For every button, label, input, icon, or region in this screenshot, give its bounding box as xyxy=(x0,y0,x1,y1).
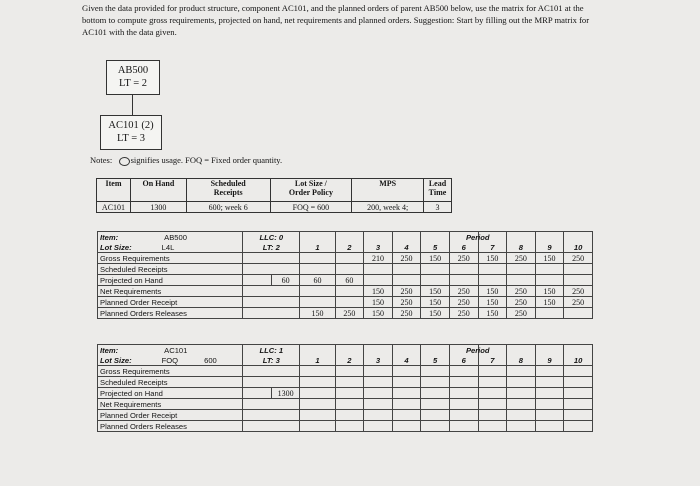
ab500-planned-order-receipt-p7: 150 xyxy=(478,297,507,308)
ab500-planned-order-receipt-p2 xyxy=(335,297,364,308)
ac101-scheduled-receipts-pre xyxy=(243,377,300,388)
ac101-planned-order-receipt-pre xyxy=(243,410,300,421)
ac101-period-10: 10 xyxy=(564,355,593,366)
ab500-gross-requirements-p5: 150 xyxy=(421,253,450,264)
ab500-period-4: 4 xyxy=(392,242,421,253)
ab500-period-header-5 xyxy=(421,232,450,243)
child-item-lt: LT = 3 xyxy=(116,133,146,144)
ac101-period-header-4 xyxy=(392,345,421,356)
ac101-scheduled-receipts-p3[interactable] xyxy=(364,377,393,388)
ab500-lt-cell xyxy=(243,242,300,253)
ac101-period-7: 7 xyxy=(478,355,507,366)
ab500-period-header-1 xyxy=(300,232,335,243)
ac101-gross-requirements-p1[interactable] xyxy=(300,366,335,377)
ab500-period-header-6 xyxy=(449,232,490,243)
ab500-planned-order-releases-p1: 150 xyxy=(300,308,335,319)
lot-label: Lot Size: xyxy=(100,242,132,252)
lt-label: LT: xyxy=(262,242,274,252)
ac101-gross-requirements-p8[interactable] xyxy=(507,366,536,377)
ac101-scheduled-receipts-p5[interactable] xyxy=(421,377,450,388)
ac101-projected-on-hand-p9[interactable] xyxy=(535,388,564,399)
llc-value: 1 xyxy=(278,345,284,355)
ab500-llc-cell xyxy=(243,232,300,243)
ab500-scheduled-receipts-p1 xyxy=(300,264,335,275)
ab500-gross-requirements-p8: 250 xyxy=(507,253,536,264)
ab500-projected-on-hand-p4 xyxy=(392,275,421,286)
notes-text: signifies usage. FOQ = Fixed order quantity. xyxy=(130,155,283,165)
ac101-period-1: 1 xyxy=(300,355,335,366)
ac101-planned-order-releases-p3[interactable] xyxy=(364,421,393,432)
info-lot: FOQ = 600 xyxy=(270,202,352,213)
ab500-scheduled-receipts-p9 xyxy=(535,264,564,275)
ac101-gross-requirements-p3[interactable] xyxy=(364,366,393,377)
parent-item-box xyxy=(106,60,160,95)
item-value: AB500 xyxy=(164,232,187,242)
info-mps: 200, week 4; xyxy=(352,202,424,213)
ac101-row-planned-order-releases xyxy=(98,421,593,432)
ac101-scheduled-receipts-p2[interactable] xyxy=(335,377,364,388)
info-header-row xyxy=(97,179,452,202)
ab500-net-requirements-p8: 250 xyxy=(507,286,536,297)
ac101-poh-blank xyxy=(243,388,272,399)
ab500-projected-on-hand-p3 xyxy=(364,275,393,286)
ab500-period-header-9 xyxy=(535,232,564,243)
ac101-period-8: 8 xyxy=(507,355,536,366)
ab500-gross-requirements-p7: 150 xyxy=(478,253,507,264)
ac101-scheduled-receipts-p4[interactable] xyxy=(392,377,421,388)
ac101-lot-cell xyxy=(98,355,243,366)
ac101-gross-requirements-p10[interactable] xyxy=(564,366,593,377)
info-header-lead xyxy=(424,179,452,202)
llc-label: LLC: xyxy=(259,345,277,355)
ac101-planned-order-receipt-p4[interactable] xyxy=(392,410,421,421)
ac101-poh-initial: 1300 xyxy=(271,388,300,399)
ac101-period-4: 4 xyxy=(392,355,421,366)
ab500-projected-on-hand-p1: 60 xyxy=(300,275,335,286)
ab500-scheduled-receipts-p6 xyxy=(449,264,478,275)
ac101-gross-requirements-p9[interactable] xyxy=(535,366,564,377)
ab500-row-net-requirements xyxy=(98,286,593,297)
ab500-scheduled-receipts-p4 xyxy=(392,264,421,275)
ab500-planned-order-receipt-p4: 250 xyxy=(392,297,421,308)
ab500-planned-order-receipt-p9: 150 xyxy=(535,297,564,308)
ac101-period-header-6 xyxy=(449,345,490,356)
ab500-period-header-2 xyxy=(335,232,364,243)
ac101-period-header-2 xyxy=(335,345,364,356)
info-item: AC101 xyxy=(97,202,131,213)
lt-value: 2 xyxy=(275,242,280,252)
ac101-period-2: 2 xyxy=(335,355,364,366)
ac101-projected-on-hand-p1[interactable] xyxy=(300,388,335,399)
ab500-gross-requirements-p10: 250 xyxy=(564,253,593,264)
info-data-row xyxy=(97,202,452,213)
ac101-lt-cell xyxy=(243,355,300,366)
ab500-scheduled-receipts-p5 xyxy=(421,264,450,275)
ab500-period-10: 10 xyxy=(564,242,593,253)
ac101-planned-order-releases-p5[interactable] xyxy=(421,421,450,432)
ab500-gross-requirements-p1 xyxy=(300,253,335,264)
ac101-net-requirements-p8[interactable] xyxy=(507,399,536,410)
ac101-scheduled-receipts-p10[interactable] xyxy=(564,377,593,388)
ac101-item-cell xyxy=(98,345,243,356)
ac101-gross-requirements-p7[interactable] xyxy=(478,366,507,377)
ac101-planned-order-releases-p6[interactable] xyxy=(449,421,478,432)
ac101-scheduled-receipts-p9[interactable] xyxy=(535,377,564,388)
ac101-gross-requirements-pre xyxy=(243,366,300,377)
ab500-header-row-2 xyxy=(98,242,593,253)
ac101-planned-order-releases-p10[interactable] xyxy=(564,421,593,432)
ac101-period-9: 9 xyxy=(535,355,564,366)
ab500-scheduled-receipts-p8 xyxy=(507,264,536,275)
ab500-planned-order-releases-p2: 250 xyxy=(335,308,364,319)
ab500-net-requirements-p9: 150 xyxy=(535,286,564,297)
ab500-net-requirements-p10: 250 xyxy=(564,286,593,297)
ab500-projected-on-hand-p6 xyxy=(449,275,478,286)
ac101-planned-order-receipt-p6[interactable] xyxy=(449,410,478,421)
ac101-scheduled-receipts-p7[interactable] xyxy=(478,377,507,388)
ac101-planned-order-releases-p1[interactable] xyxy=(300,421,335,432)
ab500-poh-initial: 60 xyxy=(271,275,300,286)
ab500-net-requirements-p5: 150 xyxy=(421,286,450,297)
ac101-period-header-10 xyxy=(564,345,593,356)
ac101-period-header-3 xyxy=(364,345,393,356)
ac101-scheduled-receipts-p1[interactable] xyxy=(300,377,335,388)
ac101-planned-order-releases-p8[interactable] xyxy=(507,421,536,432)
ab500-row-planned-order-receipt xyxy=(98,297,593,308)
ab500-net-requirements-p4: 250 xyxy=(392,286,421,297)
ac101-label-planned-order-receipt: Planned Order Receipt xyxy=(98,410,243,421)
ab500-projected-on-hand-p8 xyxy=(507,275,536,286)
ab500-scheduled-receipts-p7 xyxy=(478,264,507,275)
ab500-planned-order-receipt-p3: 150 xyxy=(364,297,393,308)
ab500-period-6: 6 xyxy=(449,242,478,253)
ac101-gross-requirements-p2[interactable] xyxy=(335,366,364,377)
ac101-label-scheduled-receipts: Scheduled Receipts xyxy=(98,377,243,388)
info-on-hand: 1300 xyxy=(130,202,186,213)
ac101-label-gross-requirements: Gross Requirements xyxy=(98,366,243,377)
ac101-planned-order-releases-p2[interactable] xyxy=(335,421,364,432)
ab500-projected-on-hand-p2: 60 xyxy=(335,275,364,286)
ac101-period-header-5 xyxy=(421,345,450,356)
structure-connector xyxy=(132,94,133,115)
ab500-label-scheduled-receipts: Scheduled Receipts xyxy=(98,264,243,275)
usage-circle-icon xyxy=(119,157,130,166)
ac101-planned-order-receipt-p7[interactable] xyxy=(478,410,507,421)
ac101-net-requirements-p1[interactable] xyxy=(300,399,335,410)
ab500-planned-order-receipt-pre xyxy=(243,297,300,308)
item-info-table xyxy=(96,178,452,213)
ac101-net-requirements-pre xyxy=(243,399,300,410)
ac101-row-net-requirements xyxy=(98,399,593,410)
parent-item-lt: LT = 2 xyxy=(118,78,148,89)
ac101-llc-cell xyxy=(243,345,300,356)
ab500-header-row-1 xyxy=(98,232,593,243)
item-label: Item: xyxy=(100,232,119,242)
ab500-poh-blank xyxy=(243,275,272,286)
instructions-text: Given the data provided for product structure, component AC101, and the planned orders of parent AB500 below, use the matrix for AC101 at the bottom to compute gross requirements, projected on hand, net requirements and planned orders. Suggestion: Start by filling out the MRP matrix for AC101 with the data given. xyxy=(82,3,590,37)
info-scheduled: 600; week 6 xyxy=(186,202,270,213)
ab500-planned-order-releases-pre xyxy=(243,308,300,319)
ab500-projected-on-hand-p10 xyxy=(564,275,593,286)
ac101-gross-requirements-p5[interactable] xyxy=(421,366,450,377)
ac101-period-label: Period xyxy=(465,345,490,355)
ac101-planned-order-releases-p7[interactable] xyxy=(478,421,507,432)
info-header-lead-2: Time xyxy=(428,188,447,197)
info-header-scheduled-2: Receipts xyxy=(213,188,243,197)
ab500-net-requirements-pre xyxy=(243,286,300,297)
ab500-mrp-table xyxy=(97,231,593,319)
ac101-projected-on-hand-p6[interactable] xyxy=(449,388,478,399)
info-header-on-hand: On Hand xyxy=(130,179,186,202)
ac101-planned-order-receipt-p5[interactable] xyxy=(421,410,450,421)
ab500-planned-order-releases-p10 xyxy=(564,308,593,319)
ab500-scheduled-receipts-p2 xyxy=(335,264,364,275)
ac101-projected-on-hand-p7[interactable] xyxy=(478,388,507,399)
ab500-row-gross-requirements xyxy=(98,253,593,264)
ac101-planned-order-receipt-p2[interactable] xyxy=(335,410,364,421)
ac101-mrp-table xyxy=(97,344,593,432)
ac101-scheduled-receipts-p6[interactable] xyxy=(449,377,478,388)
ac101-period-5: 5 xyxy=(421,355,450,366)
ac101-period-6: 6 xyxy=(449,355,478,366)
ab500-gross-requirements-p2 xyxy=(335,253,364,264)
ab500-net-requirements-p2 xyxy=(335,286,364,297)
ac101-row-gross-requirements xyxy=(98,366,593,377)
ac101-planned-order-receipt-p9[interactable] xyxy=(535,410,564,421)
info-header-scheduled-1: Scheduled xyxy=(210,179,246,188)
ab500-planned-order-receipt-p8: 250 xyxy=(507,297,536,308)
ab500-planned-order-receipt-p1 xyxy=(300,297,335,308)
ab500-projected-on-hand-p5 xyxy=(421,275,450,286)
ab500-planned-order-receipt-p10: 250 xyxy=(564,297,593,308)
ab500-planned-order-receipt-p5: 150 xyxy=(421,297,450,308)
ac101-planned-order-receipt-p3[interactable] xyxy=(364,410,393,421)
info-lead: 3 xyxy=(424,202,452,213)
ab500-planned-order-releases-p3: 150 xyxy=(364,308,393,319)
ab500-period-9: 9 xyxy=(535,242,564,253)
notes xyxy=(90,155,282,166)
ac101-label-planned-order-releases: Planned Orders Releases xyxy=(98,421,243,432)
lot-value: FOQ xyxy=(161,355,179,365)
ac101-gross-requirements-p4[interactable] xyxy=(392,366,421,377)
ab500-scheduled-receipts-p10 xyxy=(564,264,593,275)
ac101-projected-on-hand-p10[interactable] xyxy=(564,388,593,399)
ab500-scheduled-receipts-pre xyxy=(243,264,300,275)
ab500-projected-on-hand-p7 xyxy=(478,275,507,286)
lot-qty: 600 xyxy=(204,355,217,365)
ab500-projected-on-hand-p9 xyxy=(535,275,564,286)
ab500-period-header-4 xyxy=(392,232,421,243)
ac101-planned-order-receipt-p8[interactable] xyxy=(507,410,536,421)
ac101-planned-order-receipt-p1[interactable] xyxy=(300,410,335,421)
ab500-label-planned-order-receipt: Planned Order Receipt xyxy=(98,297,243,308)
lot-label: Lot Size: xyxy=(100,355,132,365)
ac101-label-projected-on-hand: Projected on Hand xyxy=(98,388,243,399)
ac101-period-3: 3 xyxy=(364,355,393,366)
ab500-net-requirements-p7: 150 xyxy=(478,286,507,297)
ab500-planned-order-releases-p7: 150 xyxy=(478,308,507,319)
ac101-projected-on-hand-p4[interactable] xyxy=(392,388,421,399)
ac101-planned-order-releases-pre xyxy=(243,421,300,432)
ab500-period-7: 7 xyxy=(478,242,507,253)
ab500-net-requirements-p1 xyxy=(300,286,335,297)
ac101-projected-on-hand-p5[interactable] xyxy=(421,388,450,399)
ac101-header-row-1 xyxy=(98,345,593,356)
ac101-planned-order-releases-p9[interactable] xyxy=(535,421,564,432)
ac101-planned-order-receipt-p10[interactable] xyxy=(564,410,593,421)
ab500-label-gross-requirements: Gross Requirements xyxy=(98,253,243,264)
ab500-label-planned-order-releases: Planned Orders Releases xyxy=(98,308,243,319)
ac101-net-requirements-p2[interactable] xyxy=(335,399,364,410)
ab500-period-2: 2 xyxy=(335,242,364,253)
ab500-row-planned-order-releases xyxy=(98,308,593,319)
ab500-label-projected-on-hand: Projected on Hand xyxy=(98,275,243,286)
ac101-scheduled-receipts-p8[interactable] xyxy=(507,377,536,388)
ab500-row-scheduled-receipts xyxy=(98,264,593,275)
ac101-period-header-1 xyxy=(300,345,335,356)
info-header-scheduled xyxy=(186,179,270,202)
ac101-net-requirements-p7[interactable] xyxy=(478,399,507,410)
ac101-row-planned-order-receipt xyxy=(98,410,593,421)
ab500-row-projected-on-hand xyxy=(98,275,593,286)
ab500-period-5: 5 xyxy=(421,242,450,253)
ab500-gross-requirements-pre xyxy=(243,253,300,264)
ab500-gross-requirements-p9: 150 xyxy=(535,253,564,264)
ac101-row-scheduled-receipts xyxy=(98,377,593,388)
ab500-planned-order-receipt-p6: 250 xyxy=(449,297,478,308)
ab500-period-header-10 xyxy=(564,232,593,243)
ac101-planned-order-releases-p4[interactable] xyxy=(392,421,421,432)
ab500-period-1: 1 xyxy=(300,242,335,253)
ab500-planned-order-releases-p8: 250 xyxy=(507,308,536,319)
info-header-lead-1: Lead xyxy=(428,179,447,188)
ab500-gross-requirements-p6: 250 xyxy=(449,253,478,264)
ac101-period-header-9 xyxy=(535,345,564,356)
ac101-gross-requirements-p6[interactable] xyxy=(449,366,478,377)
ac101-net-requirements-p5[interactable] xyxy=(421,399,450,410)
ab500-period-header-8 xyxy=(507,232,536,243)
child-item-name: AC101 (2) xyxy=(108,120,154,131)
ab500-planned-order-releases-p4: 250 xyxy=(392,308,421,319)
ab500-label-net-requirements: Net Requirements xyxy=(98,286,243,297)
ac101-projected-on-hand-p3[interactable] xyxy=(364,388,393,399)
ac101-header-row-2 xyxy=(98,355,593,366)
ab500-net-requirements-p3: 150 xyxy=(364,286,393,297)
ab500-scheduled-receipts-p3 xyxy=(364,264,393,275)
ac101-row-projected-on-hand xyxy=(98,388,593,399)
ac101-period-header-8 xyxy=(507,345,536,356)
llc-label: LLC: xyxy=(259,232,277,242)
info-header-lot xyxy=(270,179,352,202)
ab500-gross-requirements-p4: 250 xyxy=(392,253,421,264)
ac101-net-requirements-p9[interactable] xyxy=(535,399,564,410)
notes-label: Notes: xyxy=(90,155,113,165)
ab500-planned-order-releases-p6: 250 xyxy=(449,308,478,319)
item-label: Item: xyxy=(100,345,119,355)
ab500-lot-cell xyxy=(98,242,243,253)
ab500-period-label: Period xyxy=(465,232,490,242)
item-value: AC101 xyxy=(164,345,188,355)
ac101-net-requirements-p3[interactable] xyxy=(364,399,393,410)
ac101-projected-on-hand-p8[interactable] xyxy=(507,388,536,399)
lot-value: L4L xyxy=(161,242,175,252)
info-header-item: Item xyxy=(97,179,131,202)
ab500-gross-requirements-p3: 210 xyxy=(364,253,393,264)
ac101-net-requirements-p4[interactable] xyxy=(392,399,421,410)
info-header-lot-1: Lot Size / xyxy=(294,179,327,188)
ab500-net-requirements-p6: 250 xyxy=(449,286,478,297)
llc-value: 0 xyxy=(278,232,284,242)
ab500-item-cell xyxy=(98,232,243,243)
ab500-planned-order-releases-p5: 150 xyxy=(421,308,450,319)
info-header-mps: MPS xyxy=(352,179,424,202)
lt-label: LT: xyxy=(262,355,274,365)
ac101-net-requirements-p6[interactable] xyxy=(449,399,478,410)
lt-value: 3 xyxy=(275,355,280,365)
ab500-planned-order-releases-p9 xyxy=(535,308,564,319)
ac101-label-net-requirements: Net Requirements xyxy=(98,399,243,410)
ab500-period-header-3 xyxy=(364,232,393,243)
ac101-projected-on-hand-p2[interactable] xyxy=(335,388,364,399)
ab500-period-3: 3 xyxy=(364,242,393,253)
child-item-box xyxy=(100,115,162,150)
info-header-lot-2: Order Policy xyxy=(288,188,333,197)
parent-item-name: AB500 xyxy=(117,65,149,76)
ab500-period-8: 8 xyxy=(507,242,536,253)
ac101-net-requirements-p10[interactable] xyxy=(564,399,593,410)
